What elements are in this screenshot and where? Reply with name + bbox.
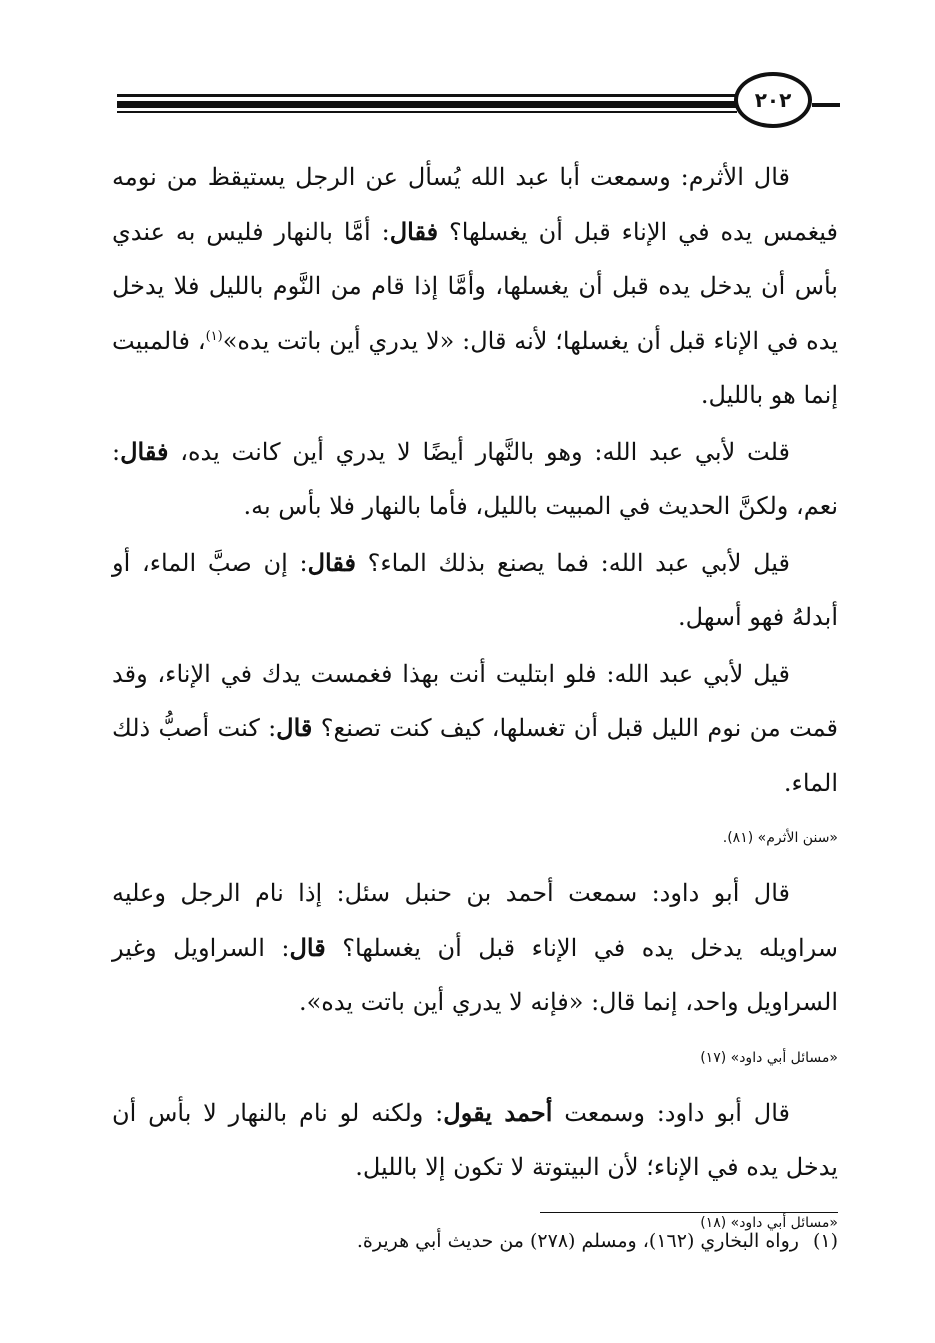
- footnote-number: (١): [812, 1230, 838, 1252]
- paragraph-text: : كنت أصبُّ ذلك الماء.: [112, 714, 838, 797]
- header-rule-bottom: [117, 111, 737, 113]
- paragraph-text: قال أبو داود: سمعت أحمد بن حنبل سئل: إذا نام الرجل وعليه سراويله يدخل يده في الإناء قبل أن يغسلها؟: [112, 879, 838, 962]
- paragraph-text: : نعم، ولكنَّ الحديث في المبيت بالليل، فأما بالنهار فلا بأس به.: [112, 437, 838, 520]
- header-rule-top: [117, 94, 737, 97]
- footnote-text: رواه البخاري (١٦٢)، ومسلم (٢٧٨) من حديث أبي هريرة.: [356, 1230, 799, 1252]
- bold-speaker: فقال: [307, 547, 356, 577]
- bold-speaker: قال: [289, 932, 326, 962]
- page-number: ٢٠٢: [754, 88, 792, 112]
- header-rule-tail: [812, 103, 840, 107]
- bold-speaker: قال: [276, 713, 313, 742]
- paragraph-text: ، فالمبيت إنما هو بالليل.: [112, 326, 838, 409]
- footnote-divider: [540, 1212, 838, 1213]
- paragraph-text: : ولكنه لو نام بالنهار لا بأس أن يدخل يده في الإناء؛ لأن البيتوتة لا تكون إلا بالليل.: [112, 1098, 838, 1181]
- paragraph-text: قال الأثرم: وسمعت أبا عبد الله يُسأل عن الرجل يستيقظ من نومه فيغمس يده في الإناء قبل أن يغسلها؟: [112, 163, 838, 246]
- paragraph-text: : السراويل وغير السراويل واحد، إنما قال: «فإنه لا يدري أين باتت يده».: [112, 933, 838, 1016]
- page-header: [117, 72, 840, 134]
- page-body: [112, 150, 838, 1251]
- paragraph-text: : أمَّا بالنهار فليس به عندي بأس أن يدخل يده قبل أن يغسلها، وأمَّا إذا قام من النَّوم بالليل فلا يدخل يده في الإناء قبل أن يغسلها؛ لأنه قال: «لا يدري أين باتت يده»: [112, 217, 839, 355]
- paragraph-3: [112, 536, 838, 645]
- paragraph-2: [112, 425, 838, 534]
- paragraph-text: قيل لأبي عبد الله: فما يصنع بذلك الماء؟: [355, 548, 791, 577]
- paragraph-6: [112, 1086, 838, 1195]
- source-citation-3: «مسائل أبي داود» (١٨): [700, 1214, 838, 1231]
- header-rule-thick: [117, 101, 737, 108]
- paragraph-text: قال أبو داود: وسمعت: [552, 1098, 790, 1127]
- footnote: [112, 1230, 838, 1252]
- paragraph-1: [112, 150, 838, 423]
- paragraph-text: : إن صبَّ الماء، أو أبدلهُ فهو أسهل.: [112, 548, 838, 631]
- bold-speaker: فقال: [389, 216, 439, 246]
- footnote-ref[interactable]: (١): [205, 328, 223, 344]
- paragraph-text: قيل لأبي عبد الله: فلو ابتليت أنت بهذا فغمست يدك في الإناء، وقد قمت من نوم الليل قبل أن تغسلها، كيف كنت تصنع؟: [112, 659, 838, 742]
- paragraph-5: [112, 866, 838, 1030]
- bold-speaker: أحمد يقول: [443, 1097, 553, 1127]
- source-citation-1: «سنن الأثرم» (٨١).: [722, 830, 838, 846]
- bold-speaker: فقال: [120, 436, 169, 466]
- paragraph-4: [112, 647, 838, 811]
- page-number-badge: [734, 72, 812, 128]
- source-citation-2: «مسائل أبي داود» (١٧): [700, 1049, 838, 1066]
- paragraph-text: قلت لأبي عبد الله: وهو بالنَّهار أيضًا لا يدري أين كانت يده،: [168, 437, 790, 466]
